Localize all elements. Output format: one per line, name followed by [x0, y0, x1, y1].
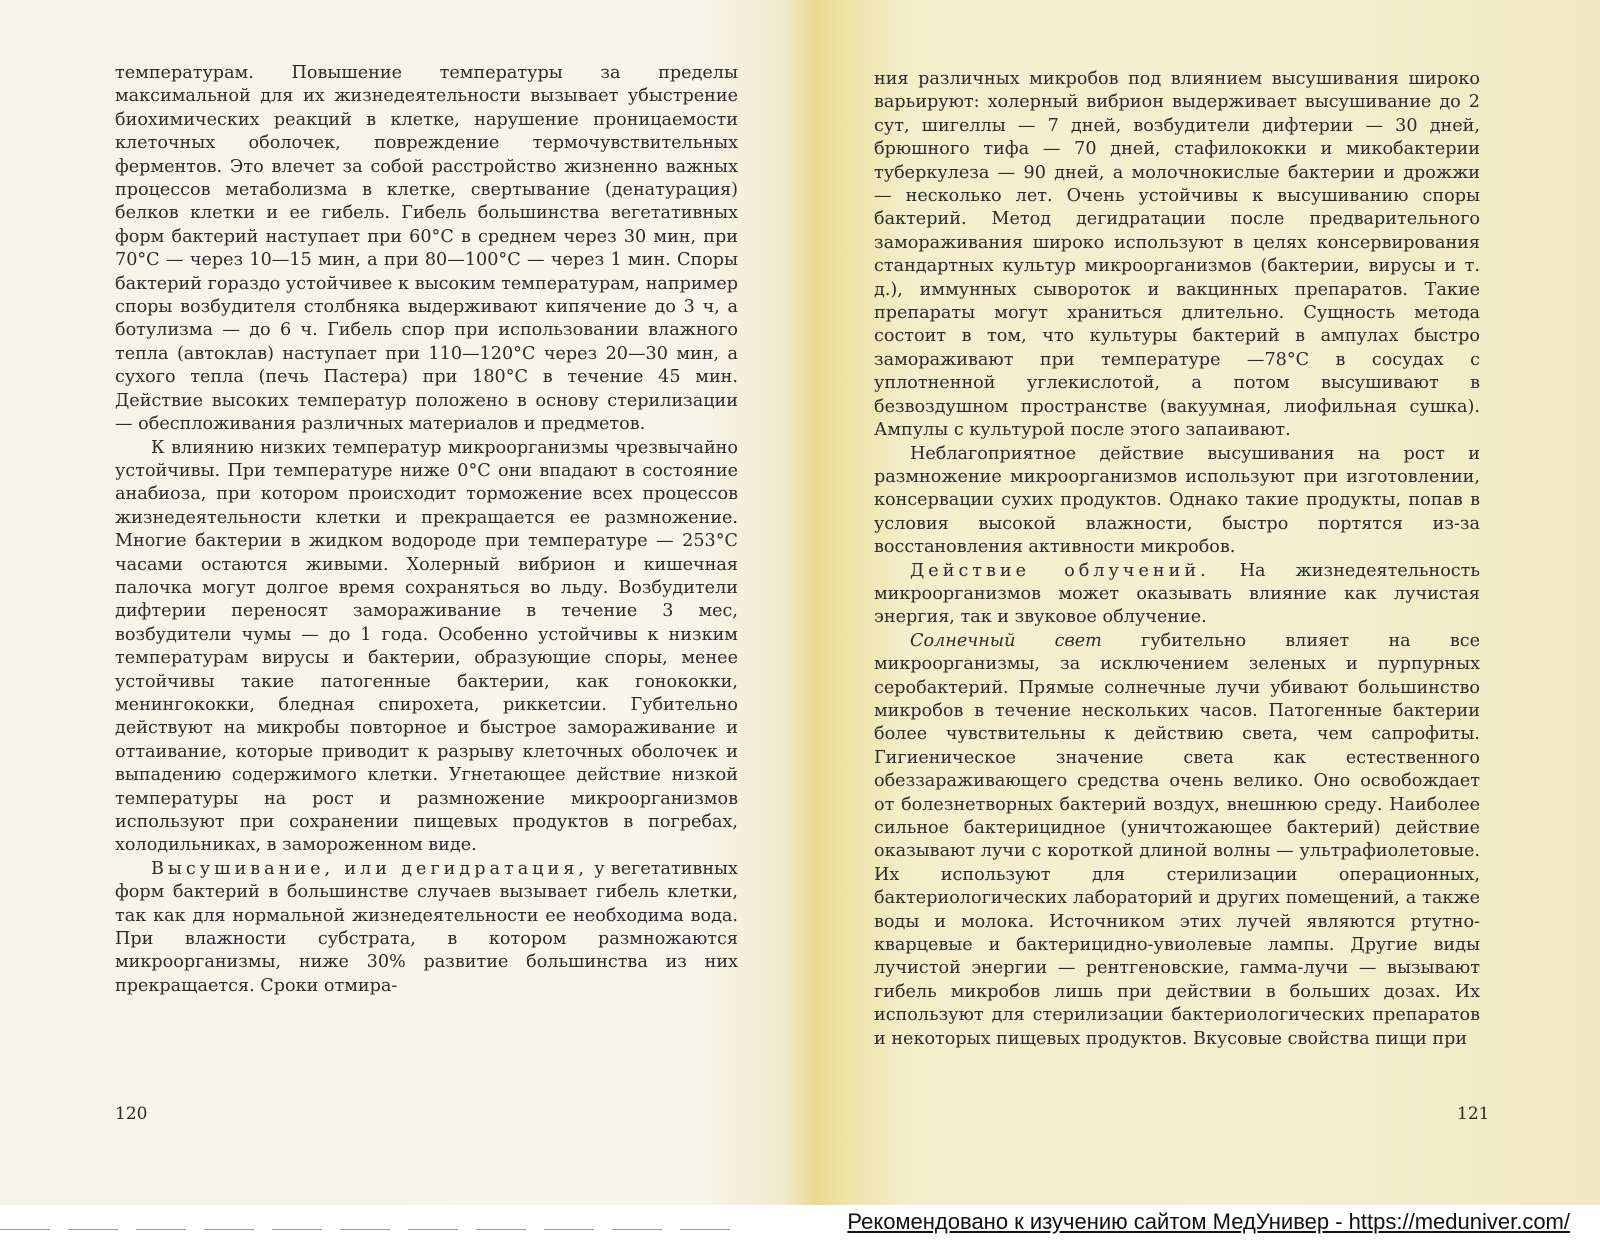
right-paragraph-2: Неблагоприятное действие высушивания на рост и размножение микроорганизмов используют при изготовлении, консервации сухих продуктов. Однако такие продукты, попав в условия высокой влажности, быстро портятся из-за восстановления активности микробов.	[874, 443, 1480, 558]
right-paragraph-3	[874, 560, 1480, 630]
sunlight-term: Солнечный свет	[910, 630, 1102, 651]
right-page	[874, 68, 1480, 1051]
drying-text: у вегетативных форм бактерий в большинстве случаев вызывает гибель клетки, так как для нормальной жизнедеятельности ее необходима вода. При влажности субстрата, в котором размножаются микроорганизмы, ниже 30% развитие большинства из них прекращается. Сроки отмира-	[115, 858, 738, 996]
footer-recommendation-link[interactable]: Рекомендовано к изучению сайтом МедУнивер - https://meduniver.com/	[847, 1209, 1570, 1234]
right-paragraph-1: ния различных микробов под влиянием высушивания широко варьируют: холерный вибрион выдерживает высушивание до 2 сут, шигеллы — 7 дней, возбудители дифтерии — 30 дней, брюшного тифа — 70 дней, стафилококки и микобактерии туберкулеза — 90 дней, а молочнокислые бактерии и дрожжи — несколько лет. Очень устойчивы к высушиванию споры бактерий. Метод дегидратации после предварительного замораживания широко используют в целях консервирования стандартных культур микроорганизмов (бактерии, вирусы и т. д.), иммунных сывороток и вакцинных препаратов. Такие препараты могут храниться длительно. Сущность метода состоит в том, что культуры бактерий в ампулах быстро замораживают при температуре —78°С в сосудах с уплотненной углекислотой, а потом высушивают в безвоздушном пространстве (вакуумная, лиофильная сушка). Ампулы с культурой после этого запаивают.	[874, 69, 1480, 441]
right-paragraph-4	[874, 630, 1480, 1051]
sunlight-text: губительно влияет на все микроорганизмы, за исключением зеленых и пурпурных серобактерий. Прямые солнечные лучи убивают большинство микробов в течение нескольких часов. Патогенные бактерии более чувствительны к действию света, чем сапрофиты. Гигиеническое значение света как естественного обеззараживающего средства очень велико. Оно освобождает от болезнетворных бактерий воздух, внешнюю среду. Наиболее сильное бактерицидное (уничтожающее бактерий) действие оказывают лучи с короткой длиной волны — ультрафиолетовые. Их используют для стерилизации операционных, бактериологических лабораторий и других помещений, а также воды и молока. Источником этих лучей являются ртутно-кварцевые и бактерицидно-увиолевые лампы. Другие виды лучистой энергии — рентгеновские, гамма-лучи — вызывают гибель микробов лишь при действии в больших дозах. Их используют для стерилизации бактериологических препаратов и некоторых пищевых продуктов. Вкусовые свойства пищи при	[874, 630, 1481, 1049]
left-paragraph-2: К влиянию низких температур микроорганизмы чрезвычайно устойчивы. При температуре ниже 0°С они впадают в состояние анабиоза, при котором происходит торможение всех процессов жизнедеятельности клетки и прекращается ее размножение. Многие бактерии в жидком водороде при температуре — 253°С часами остаются живыми. Холерный вибрион и кишечная палочка могут долгое время сохраняться во льду. Возбудители дифтерии переносят замораживание в течение 3 мес, возбудители чумы — до 1 года. Особенно устойчивы к низким температурам вирусы и бактерии, образующие споры, менее устойчивы такие патогенные бактерии, как гонококки, менингококки, бледная спирохета, риккетсии. Губительно действуют на микробы повторное и быстрое замораживание и оттаивание, которые приводит к разрыву клеточных оболочек и выпадению содержимого клетки. Угнетающее действие низкой температуры на рост и размножение микроорганизмов используют при сохранении пищевых продуктов в погребах, холодильниках, в замороженном виде.	[115, 437, 738, 856]
drying-term: Высушивание, или дегидратация,	[151, 858, 588, 879]
footer-bar	[0, 1205, 1600, 1244]
footer-divider	[0, 1229, 730, 1230]
left-paragraph-3	[115, 858, 738, 998]
irradiation-text: На жизнедеятельность микроорганизмов может оказывать влияние как лучистая энергия, так и звуковое облучение.	[874, 560, 1480, 628]
irradiation-term: Действие облучений.	[910, 560, 1210, 581]
page-number-right: 121	[1457, 1104, 1490, 1124]
page-number-left: 120	[115, 1104, 148, 1124]
left-page	[115, 62, 738, 998]
left-paragraph-1: температурам. Повышение температуры за пределы максимальной для их жизнедеятельности вызывает убыстрение биохимических реакций в клетке, нарушение проницаемости клеточных оболочек, повреждение термочувствительных ферментов. Это влечет за собой расстройство жизненно важных процессов метаболизма в клетке, свертывание (денатурация) белков клетки и ее гибель. Гибель большинства вегетативных форм бактерий наступает при 60°С в среднем через 30 мин, при 70°С — через 10—15 мин, а при 80—100°С — через 1 мин. Споры бактерий гораздо устойчивее к высоким температурам, например споры возбудителя столбняка выдерживают кипячение до 3 ч, а ботулизма — до 6 ч. Гибель спор при использовании влажного тепла (автоклав) наступает при 110—120°С через 20—30 мин, а сухого тепла (печь Пастера) при 180°С в течение 45 мин. Действие высоких температур положено в основу стерилизации — обеспложивания различных материалов и предметов.	[115, 63, 738, 435]
